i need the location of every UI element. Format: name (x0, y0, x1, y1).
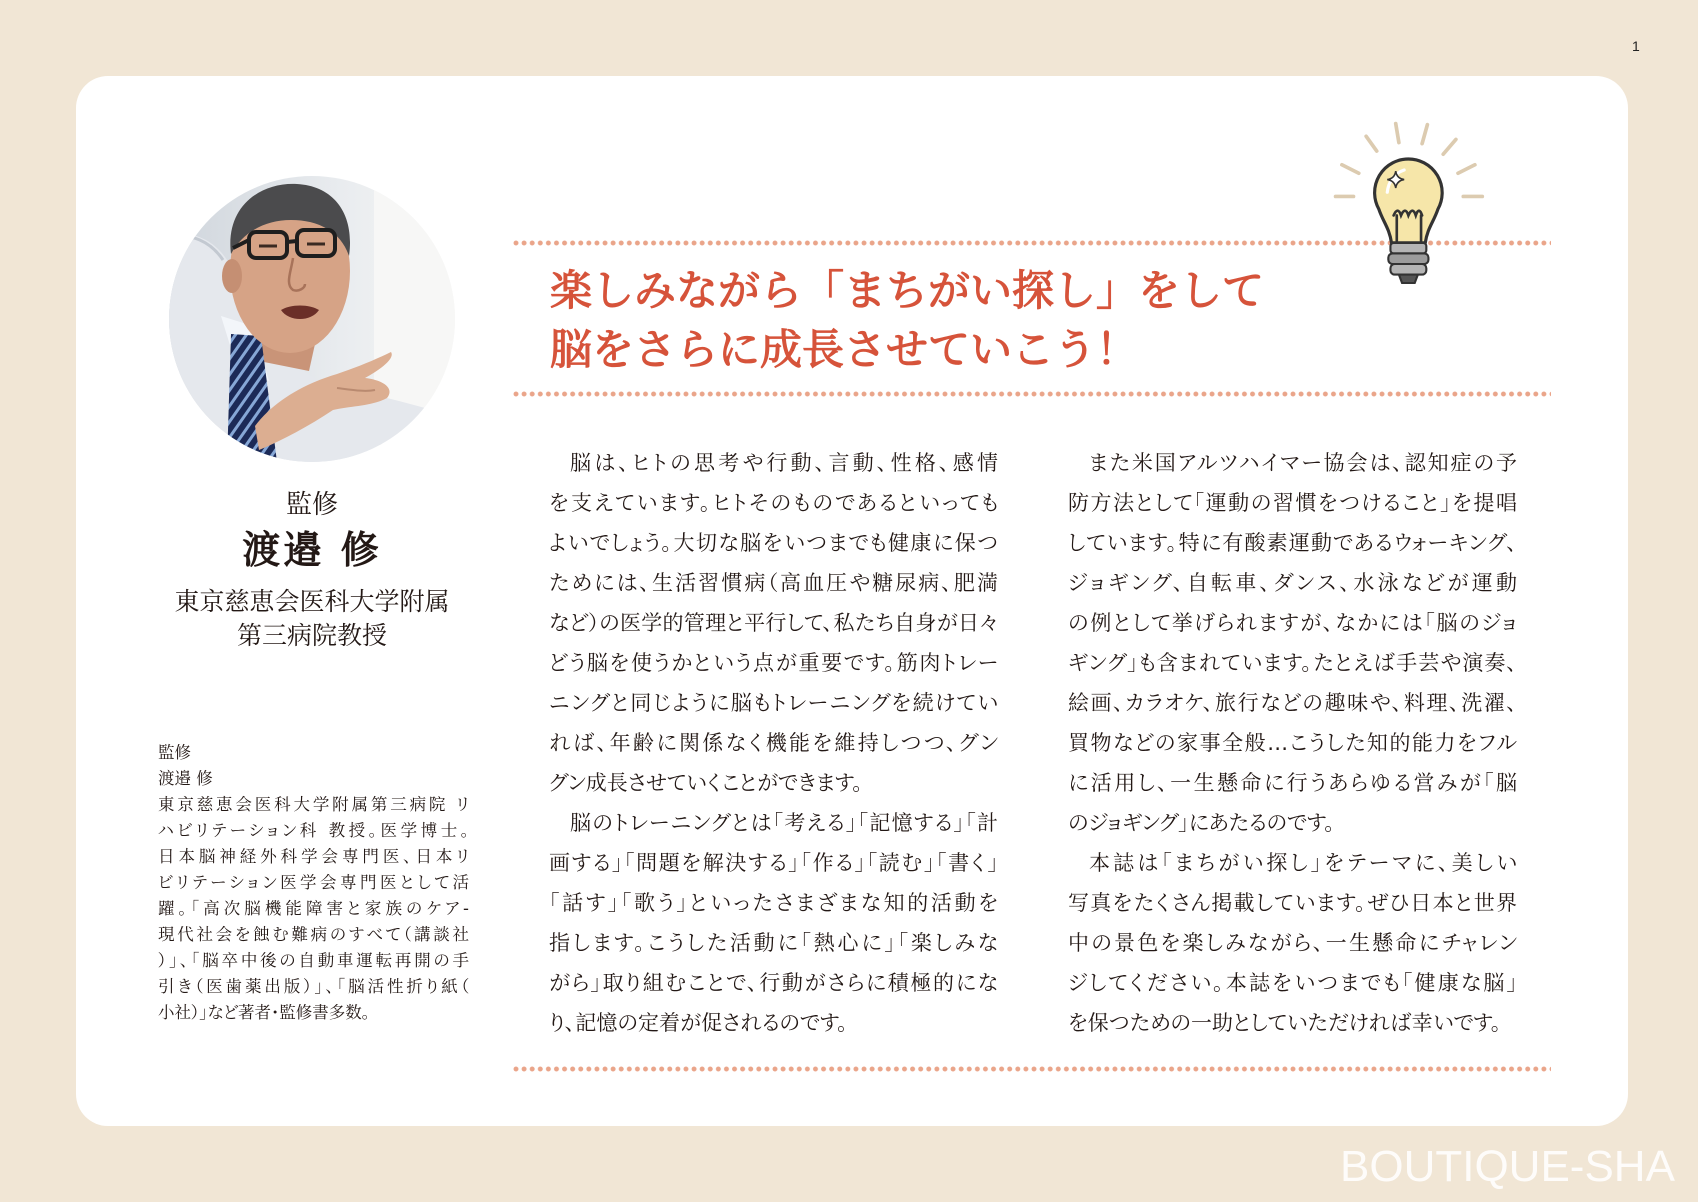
body-line: など）の医学的管理と平行して、私たち自身が日々 (549, 611, 998, 635)
body-line: 防方法として「運動の習慣をつけること」を提唱 (1068, 491, 1517, 515)
bio-line: 引き（医歯薬出版）」、「脳活性折り紙（ (158, 977, 469, 996)
body-line: 絵画、カラオケ、旅行などの趣味や、料理、洗濯、 (1068, 691, 1517, 715)
bio-line: ）」、「脳卒中後の自動車運転再開の手 (158, 951, 469, 970)
body-line: がら」取り組むことで、行動がさらに積極的にな (549, 971, 998, 995)
bio-line: 東京慈恵会医科大学附属第三病院 リ (158, 795, 469, 814)
body-line: よいでしょう。大切な脳をいつまでも健康に保つ (549, 531, 998, 555)
dotted-rule-bottom (513, 1066, 1551, 1072)
lightbulb-icon (1330, 112, 1510, 302)
body-line: 「話す」「歌う」といったさまざまな知的活動を (549, 891, 998, 915)
body-line: に活用し、一生懸命に行うあらゆる営みが「脳 (1068, 771, 1517, 795)
body-column-left (549, 443, 998, 1043)
page-number: 1 (1632, 38, 1640, 54)
bio-line: 躍。「高次脳機能障害と家族のケア- (158, 899, 469, 918)
bulb-glass (1375, 159, 1443, 243)
supervisor-role: 監修 (285, 490, 338, 520)
supervisor-name: 渡邉 修 (242, 528, 382, 572)
body-line: ジョギング、自転車、ダンス、水泳などが運動 (1068, 571, 1517, 595)
body-line: のジョギング」にあたるのです。 (1068, 811, 1335, 835)
body-line: の例として挙げられますが、なかには「脳のジョ (1068, 611, 1517, 635)
body-line: また米国アルツハイマー協会は、認知症の予 (1089, 451, 1517, 475)
body-line: 画する」「問題を解決する」「作る」「読む」「書く」 (549, 851, 998, 875)
body-line: 本誌は「まちがい探し」をテーマに、美しい (1089, 851, 1517, 875)
bio-line: 監修 (158, 743, 191, 762)
supervisor-affiliation: 第三病院教授 (236, 621, 387, 650)
supervisor-portrait (169, 176, 455, 462)
body-line: 中の景色を楽しみながら、一生懸命にチャレン (1068, 931, 1517, 955)
body-line: 買物などの家事全般…こうした知的能力をフル (1068, 731, 1517, 755)
body-line: グン成長させていくことができます。 (549, 771, 863, 795)
publisher-watermark: BOUTIQUE-SHA (1340, 1142, 1675, 1191)
body-line: を支えています。ヒトそのものであるといっても (549, 491, 998, 515)
body-line: 脳のトレーニングとは「考える」「記憶する」「計 (570, 811, 998, 835)
dotted-rule-under-headline (513, 391, 1551, 397)
body-line: 指します。こうした活動に「熱心に」「楽しみな (549, 931, 998, 955)
body-line: れば、年齢に関係なく機能を維持しつつ、グン (549, 731, 998, 755)
body-line: しています。特に有酸素運動であるウォーキング、 (1068, 531, 1517, 555)
supervisor-bio (158, 740, 469, 1026)
body-line: ジしてください。本誌をいつまでも「健康な脳」 (1068, 971, 1517, 995)
body-line: ためには、生活習慣病（高血圧や糖尿病、肥満 (549, 571, 998, 595)
bio-line: 渡邉 修 (158, 769, 213, 788)
supervisor-affiliation: 東京慈恵会医科大学附属 (174, 587, 450, 616)
bio-line: 小社）」など著者・監修書多数。 (158, 1003, 371, 1022)
body-line: を保つための一助としていただければ幸いです。 (1068, 1011, 1502, 1035)
bulb-base (1388, 243, 1428, 283)
bio-line: 現代社会を蝕む難病のすべて（講談社 (158, 925, 469, 944)
body-line: ニングと同じように脳もトレーニングを続けてい (549, 691, 998, 715)
bio-line: ハビリテーション科 教授。医学博士。 (158, 821, 469, 840)
body-line: り、記憶の定着が促されるのです。 (549, 1011, 848, 1035)
bio-line: ビリテーション医学会専門医として活 (158, 873, 469, 892)
headline-line: 脳をさらに成長させていこう！ (550, 325, 1139, 374)
body-line: どう脳を使うかという点が重要です。筋肉トレー (549, 651, 998, 675)
body-column-right (1068, 443, 1517, 1043)
body-line: 脳は、ヒトの思考や行動、言動、性格、感情 (570, 451, 998, 475)
body-line: ギング」も含まれています。たとえば手芸や演奏、 (1068, 651, 1517, 675)
body-line: 写真をたくさん掲載しています。ぜひ日本と世界 (1068, 891, 1517, 915)
bio-line: 日本脳神経外科学会専門医、日本リ (158, 847, 469, 866)
headline (550, 261, 1264, 379)
headline-line: 楽しみながら「まちがい探し」をして (550, 266, 1265, 315)
